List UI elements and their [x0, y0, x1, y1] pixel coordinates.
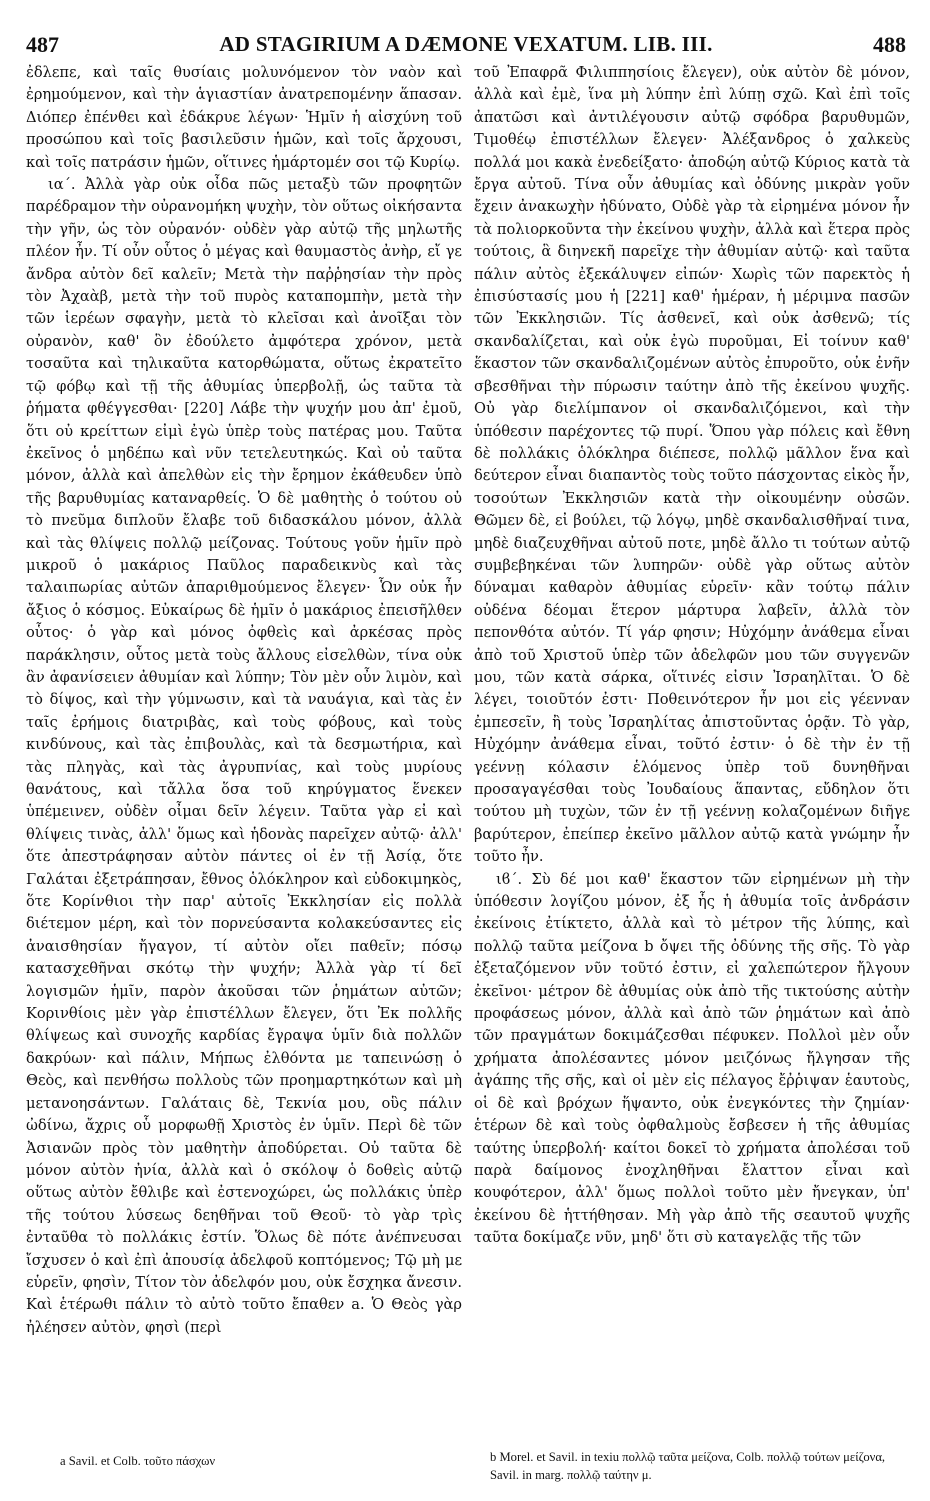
- footnote-a: a Savil. et Colb. τοῦτο πάσχων: [60, 1454, 216, 1468]
- left-column: [26, 62, 462, 1339]
- running-title: AD STAGIRIUM A DÆMONE VEXATUM. LIB. III.: [219, 32, 713, 56]
- page-header: [26, 32, 906, 62]
- page-number-right: 488: [873, 32, 906, 57]
- left-paragraph-1: ἐδλεπε, καὶ ταῖς θυσίαις μολυνόμενον τὸν ναὸν καὶ ἐρημούμενον, καὶ τὴν ἁγιαστίαν ἀνατρεπομένην ἅπασαν. Διόπερ ἐπένθει καὶ ἐδάκρυε λέγων· Ἡμῖν ἡ αἰσχύνη τοῦ προσώπου καὶ τοῖς βασιλεῦσιν ἡμῶν, καὶ τοῖς ἄρχουσι, καὶ τοῖς πατράσιν ἡμῶν, οἵτινες ἡμάρτομέν σοι τῷ Κυρίῳ.: [26, 64, 462, 171]
- left-paragraph-2: ια΄. Ἀλλὰ γὰρ οὐκ οἶδα πῶς μεταξὺ τῶν προφητῶν παρέδραμον τὴν οὐρανομήκη ψυχὴν, τὸν οὕτως οἰκήσαντα τὴν γῆν, ὡς τὸν οὐρανόν· οὐδὲν γὰρ αὐτῷ τῆς μηλωτῆς πλέον ἦν. Τί οὖν οὗτος ὁ μέγας καὶ θαυμαστὸς ἀνὴρ, εἴ γε ἄνδρα αὐτὸν δεῖ καλεῖν; Μετὰ τὴν παῤῥησίαν τὴν πρὸς τὸν Ἀχαὰβ, μετὰ τὴν τοῦ πυρὸς καταπομπὴν, μετὰ τὴν τῶν ἱερέων σφαγὴν, μετὰ τὸ κλεῖσαι καὶ ἀνοῖξαι τὸν οὐρανὸν, καθ' ὃν ἐδούλετο ἀμφότερα χρόνον, μετὰ τοσαῦτα καὶ τηλικαῦτα κατορθώματα, οὕτως ἐκρατεῖτο τῷ φόβῳ καὶ τῇ τῆς ἀθυμίας ὑπερβολῇ, ὡς ταῦτα τὰ ῥήματα φθέγγεσθαι· [220] Λάβε τὴν ψυχήν μου ἀπ' ἐμοῦ, ὅτι οὐ κρείττων εἰμὶ ἐγὼ ὑπὲρ τοὺς πατέρας μου. Ταῦτα ἐκεῖνος ὁ μηδέπω καὶ νῦν τετελευτηκώς. Καὶ οὐ ταῦτα μόνον, ἀλλὰ καὶ ἀπελθὼν εἰς τὴν ἔρημον ἐκάθευδεν ὑπὸ τῆς βαρυθυμίας καταναρθείς. Ὁ δὲ μαθητὴς ὁ τούτου οὐ τὸ πνεῦμα διπλοῦν ἔλαβε τοῦ διδασκάλου μόνον, ἀλλὰ καὶ τὰς θλίψεις πολλῷ μείζονας. Τούτους γοῦν ἡμῖν πρὸ μικροῦ ὁ μακάριος Παῦλος παραδεικνὺς καὶ τὰς ταλαιπωρίας αὐτῶν ἀπαριθμούμενος ἔλεγεν· Ὧν οὐκ ἦν ἄξιος ὁ κόσμος. Εὐκαίρως δὲ ἡμῖν ὁ μακάριος ἐπεισῆλθεν οὗτος· ὁ γὰρ καὶ μόνος ὀφθεὶς καὶ ἀρκέσας πρὸς παράκλησιν, οὗτος μετὰ τοὺς ἄλλους εἰσελθὼν, τίνα οὐκ ἂν ἀφανίσειεν ἀθυμίαν καὶ λύπην; Τὸν μὲν οὖν λιμὸν, καὶ τὸ δίψος, καὶ τὴν γύμνωσιν, καὶ τὰ ναυάγια, καὶ τὰς ἐν ταῖς ἐρήμοις διατριβὰς, καὶ τοὺς φόβους, καὶ τοὺς κινδύνους, καὶ τὰς ἐπιβουλὰς, καὶ τὰ δεσμωτήρια, καὶ τὰς πληγὰς, καὶ τὰς ἀγρυπνίας, καὶ τοὺς μυρίους θανάτους, καὶ τἄλλα ὅσα τοῦ κηρύγματος ἕνεκεν ὑπέμεινεν, οὐδὲν οἶμαι δεῖν λέγειν. Ταῦτα γὰρ εἰ καὶ θλίψεις τινὰς, ἀλλ' ὅμως καὶ ἡδονὰς παρεῖχεν αὐτῷ· ἀλλ' ὅτε ἀπεστράφησαν αὐτὸν πάντες οἱ ἐν τῇ Ἀσίᾳ, ὅτε Γαλάται ἐξετράπησαν, ἔθνος ὁλόκληρον καὶ εὐδοκιμηκὸς, ὅτε Κορίνθιοι τὴν παρ' αὐτοῖς Ἐκκλησίαν εἰς πολλὰ διέτεμον μέρη, καὶ τὸν πορνεύσαντα κολακεύσαντες εἰς ἀναισθησίαν ἤγαγον, τί αὐτὸν οἴει παθεῖν; πόσῳ κατασχεθῆναι σκότῳ τὴν ψυχήν; Ἀλλὰ γὰρ τί δεῖ λογισμῶν ἡμῖν, παρὸν ἀκοῦσαι τῶν ῥημάτων αὐτῶν; Κορινθίοις μὲν γὰρ ἐπιστέλλων ἔλεγεν, ὅτι Ἐκ πολλῆς θλίψεως καὶ συνοχῆς καρδίας ἔγραψα ὑμῖν διὰ πολλῶν δακρύων· καὶ πάλιν, Μήπως ἐλθόντα με ταπεινώσῃ ὁ Θεὸς, καὶ πενθήσω πολλοὺς τῶν προημαρτηκότων καὶ μὴ μετανοησάντων. Γαλάταις δὲ, Τεκνία μου, οὓς πάλιν ὠδίνω, ἄχρις οὗ μορφωθῇ Χριστὸς ἐν ὑμῖν. Περὶ δὲ τῶν Ἀσιανῶν πρὸς τὸν μαθητὴν ἀποδύρεται. Οὐ ταῦτα δὲ μόνον αὐτὸν ἠνία, ἀλλὰ καὶ ὁ σκόλοψ ὁ δοθεὶς αὐτῷ οὕτως αὐτὸν ἔθλιβε καὶ ἐστενοχώρει, ὡς πολλάκις ὑπὲρ τῆς τούτου λύσεως δεηθῆναι τοῦ Θεοῦ· τὸ γὰρ τρὶς ἐνταῦθα τὸ πολλάκις ἐστίν. Ὅλως δὲ πότε ἀνέπνευσαι ἴσχυσεν ὁ καὶ ἐπὶ ἀπουσίᾳ ἀδελφοῦ κοπτόμενος; Τῷ μὴ με εὑρεῖν, φησὶν, Τίτον τὸν ἀδελφόν μου, οὐκ ἔσχηκα ἄνεσιν. Καὶ ἑτέρωθι πάλιν τὸ αὐτὸ τοῦτο ἔπαθεν a. Ὁ Θεὸς γὰρ ἠλέησεν αὐτὸν, φησὶ (περὶ: [26, 176, 462, 1336]
- right-paragraph-2: ιϐ΄. Σὺ δέ μοι καθ' ἕκαστον τῶν εἰρημένων μὴ τὴν ὑπόθεσιν λογίζου μόνον, ἐξ ἧς ἡ ἀθυμία τοῖς ἀνδράσιν ἐκείνοις ἐτίκτετο, ἀλλὰ καὶ τὸ μέτρον τῆς λύπης, καὶ πολλῷ ταῦτα μείζονα b ὄψει τῆς ὀδύνης τῆς σῆς. Τὸ γὰρ ἐξεταζόμενον νῦν τοῦτό ἐστιν, εἰ χαλεπώτερον ἤλγουν ἐκεῖνοι· μέτρον δὲ ἀθυμίας οὐκ ἀπὸ τῆς τικτούσης αὐτὴν προφάσεως μόνον, ἀλλὰ καὶ ἀπὸ τῶν ῥημάτων καὶ ἀπὸ τῶν πραγμάτων δοκιμάζεσθαι πέφυκεν. Πολλοὶ μὲν οὖν χρήματα ἀπολέσαντες μόνον μειζόνως ἤλγησαν τῆς ἀγάπης τῆς σῆς, καὶ οἱ μὲν εἰς πέλαγος ἔῤῥιψαν ἑαυτοὺς, οἱ δὲ καὶ βρόχων ἥψαντο, οὐκ ἐνεγκόντες τὴν ζημίαν· ἑτέρων δὲ καὶ τοὺς ὀφθαλμοὺς ἔσβεσεν ἡ τῆς ἀθυμίας ταύτης ὑπερβολή· καίτοι δοκεῖ τὸ χρήματα ἀπολέσαι τοῦ παρὰ δαίμονος ἐνοχληθῆναι ἔλαττον εἶναι καὶ κουφότερον, ἀλλ' ὅμως πολλοὶ τοῦτο μὲν ἤνεγκαν, ὑπ' ἐκείνου δὲ ἡττήθησαν. Μὴ γὰρ ἀπὸ τῆς σεαυτοῦ ψυχῆς ταῦτα δοκίμαζε νῦν, μηδ' ὅτι σὺ καταγελᾷς τῆς τῶν: [474, 870, 910, 1247]
- page-number-left: 487: [26, 32, 59, 57]
- right-column: [474, 62, 910, 1250]
- right-paragraph-1: τοῦ Ἐπαφρᾶ Φιλιππησίοις ἔλεγεν), οὐκ αὐτὸν δὲ μόνον, ἀλλὰ καὶ ἐμὲ, ἵνα μὴ λύπην ἐπὶ λύπῃ σχῶ. Καὶ ἐπὶ τοῖς ἀπατῶσι καὶ ἀντιλέγουσιν αὐτῷ σφόδρα βαρυθυμῶν, Τιμοθέῳ ἐπιστέλλων ἔλεγεν· Ἀλέξανδρος ὁ χαλκεὺς πολλά μοι κακὰ ἐνεδείξατο· ἀποδῴη αὐτῷ Κύριος κατὰ τὰ ἔργα αὐτοῦ. Τίνα οὖν ἀθυμίας καὶ ὀδύνης μικρὰν γοῦν ἔχειν ἀνακωχὴν ἠδύνατο, Οὐδὲ γὰρ τὰ εἰρημένα μόνον ἦν τὰ πολιορκοῦντα τὴν ἐκείνου ψυχὴν, ἀλλὰ καὶ ἕτερα πρὸς τούτοις, ἃ διηνεκῆ παρεῖχε τὴν ἀθυμίαν αὐτῷ· καὶ ταῦτα πάλιν αὐτὸς ἐξεκάλυψεν εἰπών· Χωρὶς τῶν παρεκτὸς ἡ ἐπισύστασίς μου ἡ [221] καθ' ἡμέραν, ἡ μέριμνα πασῶν τῶν Ἐκκλησιῶν. Τίς ἀσθενεῖ, καὶ οὐκ ἀσθενῶ; τίς σκανδαλίζεται, καὶ οὐκ ἐγὼ πυροῦμαι, Εἰ τοίνυν καθ' ἕκαστον τῶν σκανδαλιζομένων αὐτὸς ἐπυροῦτο, οὐκ ἐνῆν σβεσθῆναι τὴν πύρωσιν ταύτην ἀπὸ τῆς ἐκείνου ψυχῆς. Οὐ γὰρ διελίμπανον οἱ σκανδαλιζόμενοι, καὶ τὴν ὑπόθεσιν παρέχοντες τῷ πυρί. Ὅπου γὰρ πόλεις καὶ ἔθνη δὲ πολλάκις ὁλόκληρα διέπεσε, πολλῷ μᾶλλον ἕνα καὶ δεύτερον εἶναι διαπαντὸς τοὺς τοῦτο πάσχοντας εἰκὸς ἦν, τοσούτων Ἐκκλησιῶν κατὰ τὴν οἰκουμένην οὐσῶν. Θῶμεν δὲ, εἰ βούλει, τῷ λόγῳ, μηδὲ σκανδαλισθῆναί τινα, μηδὲ διαζευχθῆναι αὐτοῦ ποτε, μηδὲ ἄλλο τι τούτων αὐτῷ συμβεβηκέναι τῶν λυπηρῶν· οὐδὲ γὰρ οὕτως αὐτὸν δύναμαι καθαρὸν ἀθυμίας εὑρεῖν· κἂν τούτῳ πάλιν οὐδένα δέομαι ἕτερον μάρτυρα λαβεῖν, ἀλλὰ τὸν πεπονθότα αὐτόν. Τί γάρ φησιν; Ηὐχόμην ἀνάθεμα εἶναι ἀπὸ τοῦ Χριστοῦ ὑπὲρ τῶν ἀδελφῶν μου τῶν συγγενῶν μου, τῶν κατὰ σάρκα, οἵτινές εἰσιν Ἰσραηλῖται. Ὁ δὲ λέγει, τοιοῦτόν ἐστι· Ποθεινότερον ἦν μοι εἰς γέενναν ἐμπεσεῖν, ἢ τοὺς Ἰσραηλίτας ἀπιστοῦντας ὁρᾷν. Τὸ γὰρ, Ηὐχόμην ἀνάθεμα εἶναι, τοῦτό ἐστιν· ὁ δὲ τὴν ἐν τῇ γεέννῃ κόλασιν ἑλόμενος ὑπὲρ τοῦ δυνηθῆναι προσαγαγέσθαι τοὺς Ἰουδαίους ἅπαντας, εὔδηλον ὅτι τούτου μὴ τυχὼν, τῶν ἐν τῇ γεέννῃ κολαζομένων διῆγε βαρύτερον, ἐπείπερ ἐκεῖνο μᾶλλον αὐτῷ κατὰ γνώμην ἦν τοῦτο ἦν.: [474, 64, 910, 866]
- footnote-b: b Morel. et Savil. in texiu πολλῷ ταῦτα μείζονα, Colb. πολλῷ τούτων μείζονα, Savil. in marg. πολλῷ ταύτην μ.: [490, 1450, 886, 1482]
